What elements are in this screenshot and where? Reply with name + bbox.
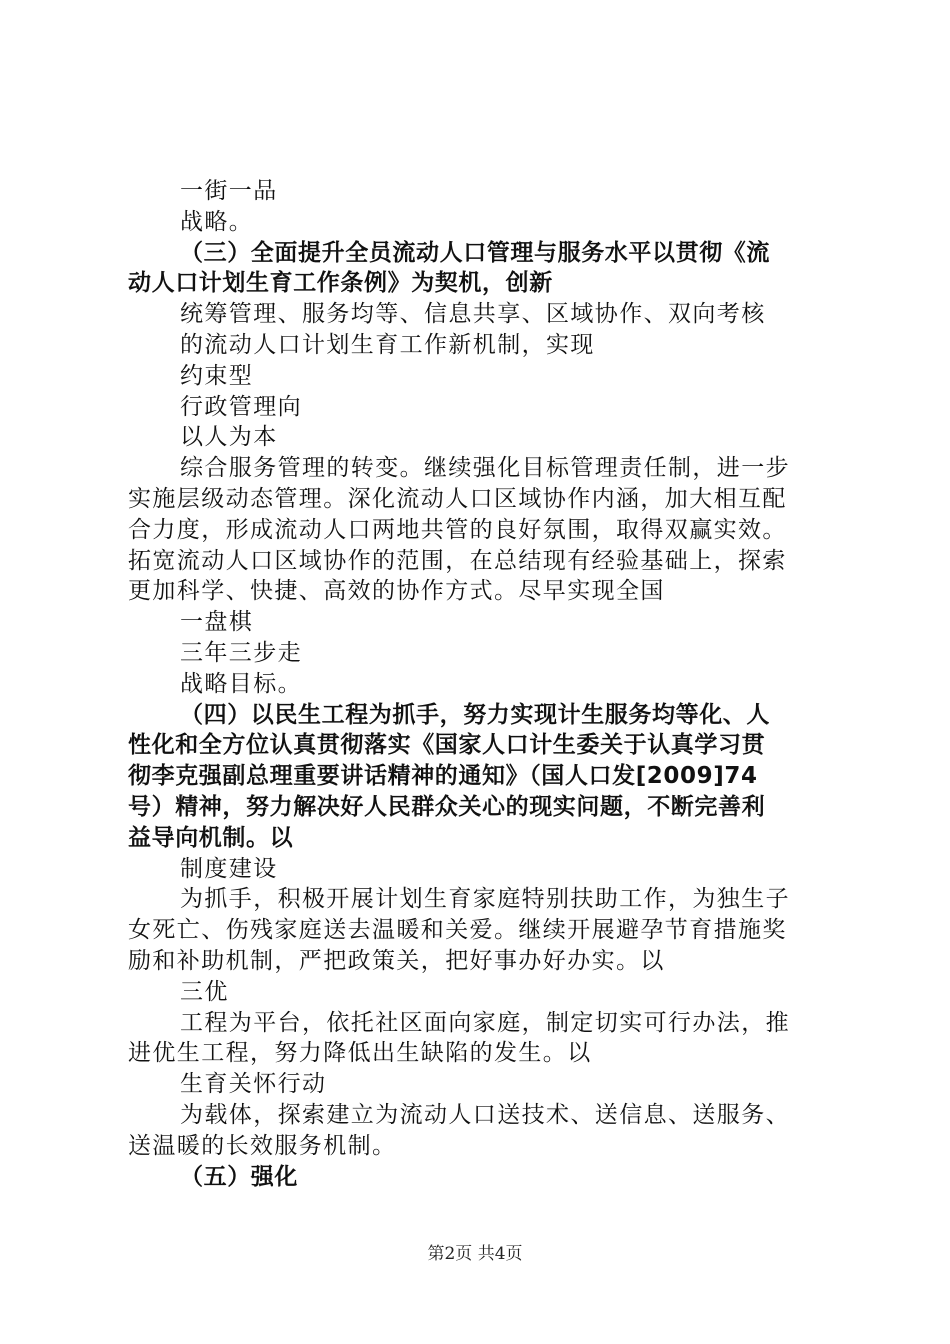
heading-line: 彻李克强副总理重要讲话精神的通知》（国人口发[2009]74 [128,763,758,790]
paragraph-line: 送温暖的长效服务机制。 [128,1132,397,1159]
paragraph-line: 为抓手，积极开展计划生育家庭特别扶助工作，为独生子 [180,886,790,913]
paragraph-line: 三优 [180,978,229,1005]
heading-line: 动人口计划生育工作条例》为契机，创新 [128,270,553,297]
paragraph-line: 更加科学、快捷、高效的协作方式。尽早实现全国 [128,578,665,605]
paragraph-line: 实施层级动态管理。深化流动人口区域协作内涵，加大相互配 [128,485,787,512]
paragraph-line: 制度建设 [180,855,278,882]
paragraph-line: 为载体，探索建立为流动人口送技术、送信息、送服务、 [180,1101,790,1128]
paragraph-line: 行政管理向 [180,393,302,420]
paragraph-line: 综合服务管理的转变。继续强化目标管理责任制，进一步 [180,455,790,482]
paragraph-line: 战略。 [180,208,254,235]
paragraph-line: 女死亡、伤残家庭送去温暖和关爱。继续开展避孕节育措施奖 [128,917,787,944]
body-text [128,176,832,1192]
paragraph-line: 生育关怀行动 [180,1071,327,1098]
paragraph-line: 合力度，形成流动人口两地共管的良好氛围，取得双赢实效。 [128,516,787,543]
page-number-footer: 第2页 共4页 [427,1244,523,1264]
heading-line: 号）精神，努力解决好人民群众关心的现实问题，不断完善利 [128,793,766,820]
paragraph-line: 三年三步走 [180,639,302,666]
heading-line: （三）全面提升全员流动人口管理与服务水平以贯彻《流 [180,239,770,266]
paragraph-line: 以人为本 [180,424,278,451]
heading-line: （四）以民生工程为抓手，努力实现计生服务均等化、人 [180,701,770,728]
paragraph-line: 战略目标。 [180,670,302,697]
heading-line: 益导向机制。以 [128,824,294,851]
paragraph-line: 约束型 [180,362,254,389]
paragraph-line: 工程为平台，依托社区面向家庭，制定切实可行办法，推 [180,1009,790,1036]
heading-line: 性化和全方位认真贯彻落实《国家人口计生委关于认真学习贯 [128,732,766,759]
paragraph-line: 一盘棋 [180,609,254,636]
paragraph-line: 进优生工程，努力降低出生缺陷的发生。以 [128,1040,592,1067]
paragraph-line: 拓宽流动人口区域协作的范围，在总结现有经验基础上，探索 [128,547,787,574]
heading-line: （五）强化 [180,1163,298,1190]
paragraph-line: 的流动人口计划生育工作新机制，实现 [180,331,595,358]
paragraph-line: 一街一品 [180,178,278,204]
paragraph-line: 励和补助机制，严把政策关，把好事办好办实。以 [128,947,665,974]
paragraph-line: 统筹管理、服务均等、信息共享、区域协作、双向考核 [180,301,766,328]
